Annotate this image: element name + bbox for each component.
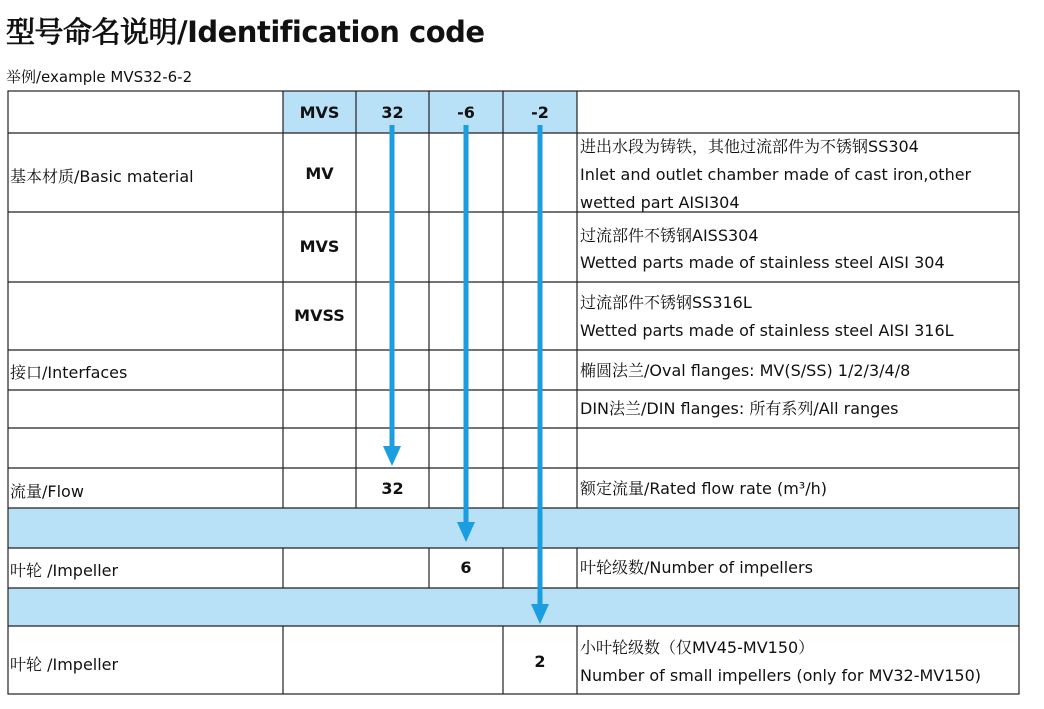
example-caption: 举例/example MVS32-6-2 xyxy=(6,68,193,86)
header-code-mvs: MVS xyxy=(283,91,356,133)
page-title: 型号命名说明/Identification code xyxy=(6,15,485,49)
code-mvs: MVS xyxy=(299,237,340,256)
desc-mv-1: 进出水段为铸铁，其他过流部件为不锈钢SS304 xyxy=(580,137,919,156)
desc-mv-3: wetted part AISI304 xyxy=(580,193,740,212)
desc-oval-flanges: 椭圆法兰/Oval flanges: MV(S/SS) 1/2/3/4/8 xyxy=(580,361,911,380)
desc-small-impeller-2: Number of small impellers (only for MV32-MV150) xyxy=(580,666,982,685)
row-label-flow: 流量/Flow xyxy=(10,482,84,501)
desc-mv-2: Inlet and outlet chamber made of cast iron,other xyxy=(580,165,972,184)
desc-mvss-2: Wetted parts made of stainless steel AISI 316L xyxy=(580,321,954,340)
row-label-impeller: 叶轮 /Impeller xyxy=(10,561,119,580)
desc-impeller: 叶轮级数/Number of impellers xyxy=(580,558,813,577)
desc-mvs-2: Wetted parts made of stainless steel AISI 304 xyxy=(580,253,945,272)
row-label-interfaces: 接口/Interfaces xyxy=(10,363,128,382)
code-impeller: 6 xyxy=(460,558,472,577)
desc-mvs-1: 过流部件不锈钢AISS304 xyxy=(580,226,759,245)
code-flow: 32 xyxy=(381,479,404,498)
code-mv: MV xyxy=(305,164,334,183)
code-small-impeller: 2 xyxy=(534,652,546,671)
desc-flow: 额定流量/Rated flow rate (m³/h) xyxy=(580,479,827,498)
row-label-material: 基本材质/Basic material xyxy=(10,167,194,186)
code-mvss: MVSS xyxy=(294,306,345,325)
header-code-32: 32 xyxy=(356,91,429,133)
desc-small-impeller-1: 小叶轮级数（仅MV45-MV150） xyxy=(580,638,815,657)
header-code-2: -2 xyxy=(503,91,577,133)
header-code-6: -6 xyxy=(429,91,503,133)
desc-mvss-1: 过流部件不锈钢SS316L xyxy=(580,293,752,312)
desc-din-flanges: DIN法兰/DIN flanges: 所有系列/All ranges xyxy=(580,399,899,418)
row-label-small-impeller: 叶轮 /Impeller xyxy=(10,655,119,674)
